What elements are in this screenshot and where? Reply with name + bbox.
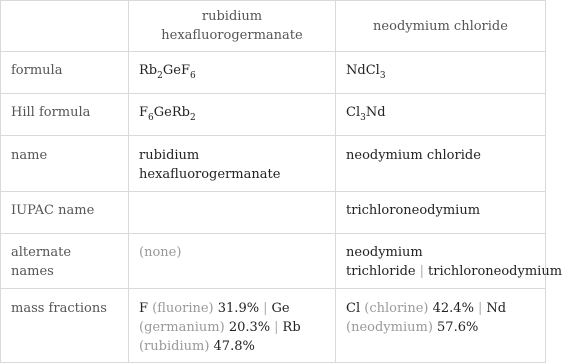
- formula-part: F: [139, 105, 149, 120]
- table-row: [1, 192, 546, 234]
- header-empty-cell: [1, 1, 129, 52]
- separator: |: [263, 301, 268, 316]
- element-name: (rubidium): [139, 339, 210, 354]
- row-label-iupac: IUPAC name: [1, 192, 129, 234]
- row-label-formula: formula: [1, 52, 129, 94]
- table-row: [1, 52, 546, 94]
- table-row: [1, 136, 546, 192]
- alt-name: neodymium trichloride: [346, 245, 423, 279]
- row-label-name: name: [1, 136, 129, 192]
- name-compound-1: rubidium hexafluorogermanate: [129, 136, 336, 192]
- table-row: [1, 234, 546, 289]
- mass-fractions-compound-2: [336, 289, 546, 363]
- formula-subscript: 3: [360, 113, 366, 123]
- header-compound-1: rubidium hexafluorogermanate: [129, 1, 336, 52]
- mass-fraction-value: 42.4%: [432, 301, 474, 316]
- separator: |: [274, 320, 279, 335]
- formula-subscript: 2: [157, 71, 163, 81]
- formula-part: Nd: [365, 105, 386, 120]
- formula-part: Rb: [139, 63, 158, 78]
- formula-compound-1: [129, 52, 336, 94]
- separator: |: [477, 301, 483, 316]
- formula-part: NdCl: [346, 63, 380, 78]
- element-symbol: Rb: [282, 320, 301, 335]
- element-name: (chlorine): [364, 301, 429, 316]
- formula-subscript: 3: [379, 71, 386, 81]
- element-name: (neodymium): [346, 320, 433, 335]
- mass-fractions-compound-1: [129, 289, 336, 363]
- hill-compound-1: [129, 94, 336, 136]
- hill-compound-2: [336, 94, 546, 136]
- row-label-mass-fractions: mass fractions: [1, 289, 129, 363]
- table-row: [1, 289, 546, 363]
- element-symbol: Cl: [346, 301, 361, 316]
- formula-part: GeRb: [153, 105, 190, 120]
- header-row: [1, 1, 546, 52]
- formula-compound-2: [336, 52, 546, 94]
- name-compound-2: neodymium chloride: [336, 136, 546, 192]
- mass-fraction-value: 20.3%: [228, 320, 271, 335]
- header-compound-2: neodymium chloride: [336, 1, 546, 52]
- element-name: (fluorine): [152, 301, 214, 316]
- formula-subscript: 6: [148, 113, 154, 123]
- iupac-compound-1: [129, 192, 336, 234]
- element-name: (germanium): [139, 320, 225, 335]
- separator: |: [419, 264, 425, 279]
- element-symbol: Nd: [486, 301, 507, 316]
- formula-subscript: 2: [189, 113, 196, 123]
- formula-part: GeF: [162, 63, 190, 78]
- element-symbol: Ge: [271, 301, 290, 316]
- formula-part: Cl: [346, 105, 361, 120]
- alt-name: trichloroneodymium: [428, 264, 562, 279]
- element-symbol: F: [139, 301, 149, 316]
- alt-names-compound-2: [336, 234, 562, 289]
- mass-fraction-value: 47.8%: [213, 339, 255, 354]
- mass-fraction-value: 31.9%: [217, 301, 260, 316]
- formula-subscript: 6: [189, 71, 196, 81]
- alt-names-compound-1: (none): [129, 234, 336, 289]
- table-row: [1, 94, 546, 136]
- mass-fraction-value: 57.6%: [437, 320, 479, 335]
- iupac-compound-2: trichloroneodymium: [336, 192, 546, 234]
- row-label-alternate-names: alternate names: [1, 234, 129, 289]
- row-label-hill: Hill formula: [1, 94, 129, 136]
